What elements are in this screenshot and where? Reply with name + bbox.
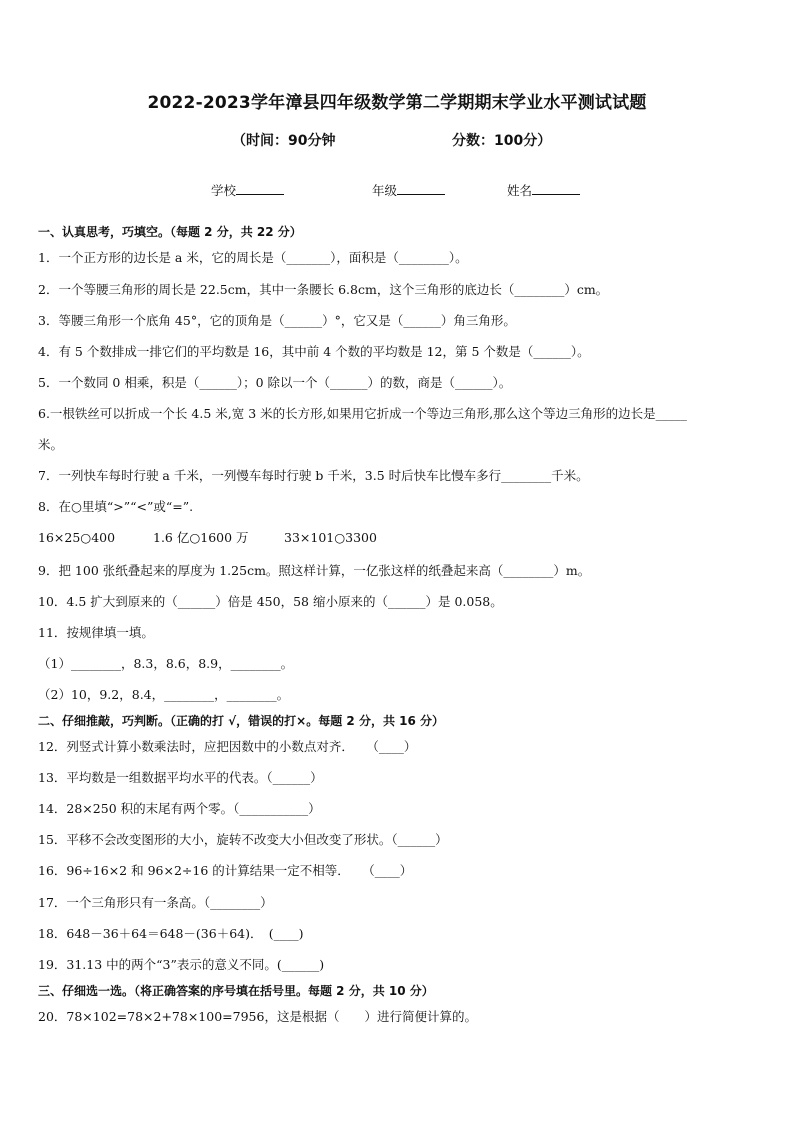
school-blank bbox=[236, 182, 284, 195]
question-17: 17．一个三角形只有一条高。（________） bbox=[38, 895, 273, 910]
question-6-cont: 米。 bbox=[38, 437, 64, 452]
section1-heading: 一、认真思考，巧填空。（每题 2 分，共 22 分） bbox=[38, 225, 302, 239]
section3-heading: 三、仔细选一选。（将正确答案的序号填在括号里。每题 2 分，共 10 分） bbox=[38, 984, 434, 998]
page-title: 2022-2023学年漳县四年级数学第二学期期末学业水平测试试题 bbox=[147, 93, 647, 113]
question-4: 4．有 5 个数排成一排它们的平均数是 16，其中前 4 个数的平均数是 12，第 5 个数是（______）。 bbox=[38, 344, 590, 359]
question-18: 18．648－36＋64＝648－(36＋64)． (____) bbox=[38, 926, 304, 941]
question-5: 5．一个数同 0 相乘，积是（______）；0 除以一个（______）的数，商是（______）。 bbox=[38, 375, 512, 390]
question-6: 6.一根铁丝可以折成一个长 4.5 米,宽 3 米的长方形,如果用它折成一个等边三角形,那么这个等边三角形的边长是_____ bbox=[38, 406, 687, 421]
grade-field bbox=[372, 181, 445, 199]
name-label: 姓名 bbox=[507, 183, 533, 198]
question-8a: 16×25○400 bbox=[38, 530, 116, 545]
question-2: 2．一个等腰三角形的周长是 22.5cm，其中一条腰长 6.8cm，这个三角形的底边长（________）cm。 bbox=[38, 282, 609, 297]
school-field bbox=[211, 181, 284, 199]
question-7: 7．一列快车每时行驶 a 千米，一列慢车每时行驶 b 千米，3.5 时后快车比慢车多行________千米。 bbox=[38, 468, 589, 483]
school-label: 学校 bbox=[211, 183, 237, 198]
question-1: 1．一个正方形的边长是 a 米，它的周长是（_______），面积是（________）。 bbox=[38, 250, 468, 265]
name-field bbox=[507, 181, 580, 199]
question-13: 13．平均数是一组数据平均水平的代表。（______） bbox=[38, 770, 323, 785]
question-12: 12．列竖式计算小数乘法时，应把因数中的小数点对齐． （____） bbox=[38, 739, 417, 754]
question-15: 15．平移不会改变图形的大小，旋转不改变大小但改变了形状。（______） bbox=[38, 832, 448, 847]
exam-score: 分数：100分） bbox=[452, 133, 552, 149]
question-14: 14．28×250 积的末尾有两个零。（___________） bbox=[38, 801, 321, 816]
question-20: 20．78×102=78×2+78×100=7956，这是根据（ ）进行简便计算的。 bbox=[38, 1009, 477, 1024]
question-19: 19．31.13 中的两个“3”表示的意义不同。(______) bbox=[38, 957, 325, 972]
grade-label: 年级 bbox=[372, 183, 398, 198]
question-11: 11．按规律填一填。 bbox=[38, 625, 154, 640]
question-9: 9．把 100 张纸叠起来的厚度为 1.25cm。照这样计算，一亿张这样的纸叠起来高（________）m。 bbox=[38, 563, 591, 578]
question-11-part2: （2）10，9.2，8.4，________，________。 bbox=[38, 687, 290, 702]
question-3: 3．等腰三角形一个底角 45°，它的顶角是（______）°，它又是（______）角三角形。 bbox=[38, 313, 516, 328]
section2-heading: 二、仔细推敲，巧判断。（正确的打 √，错误的打×。每题 2 分，共 16 分） bbox=[38, 714, 444, 728]
question-8: 8．在○里填“>”“<”或“=”. bbox=[38, 499, 194, 514]
name-blank bbox=[532, 182, 580, 195]
grade-blank bbox=[397, 182, 445, 195]
question-16: 16．96÷16×2 和 96×2÷16 的计算结果一定不相等． （____） bbox=[38, 863, 413, 878]
exam-time: （时间：90分钟 bbox=[232, 133, 336, 149]
question-11-part1: （1）________，8.3，8.6，8.9，________。 bbox=[38, 656, 294, 671]
question-8b: 1.6 亿○1600 万 bbox=[153, 530, 249, 545]
question-10: 10．4.5 扩大到原来的（______）倍是 450，58 缩小原来的（______）是 0.058。 bbox=[38, 594, 503, 609]
question-8c: 33×101○3300 bbox=[284, 530, 377, 545]
